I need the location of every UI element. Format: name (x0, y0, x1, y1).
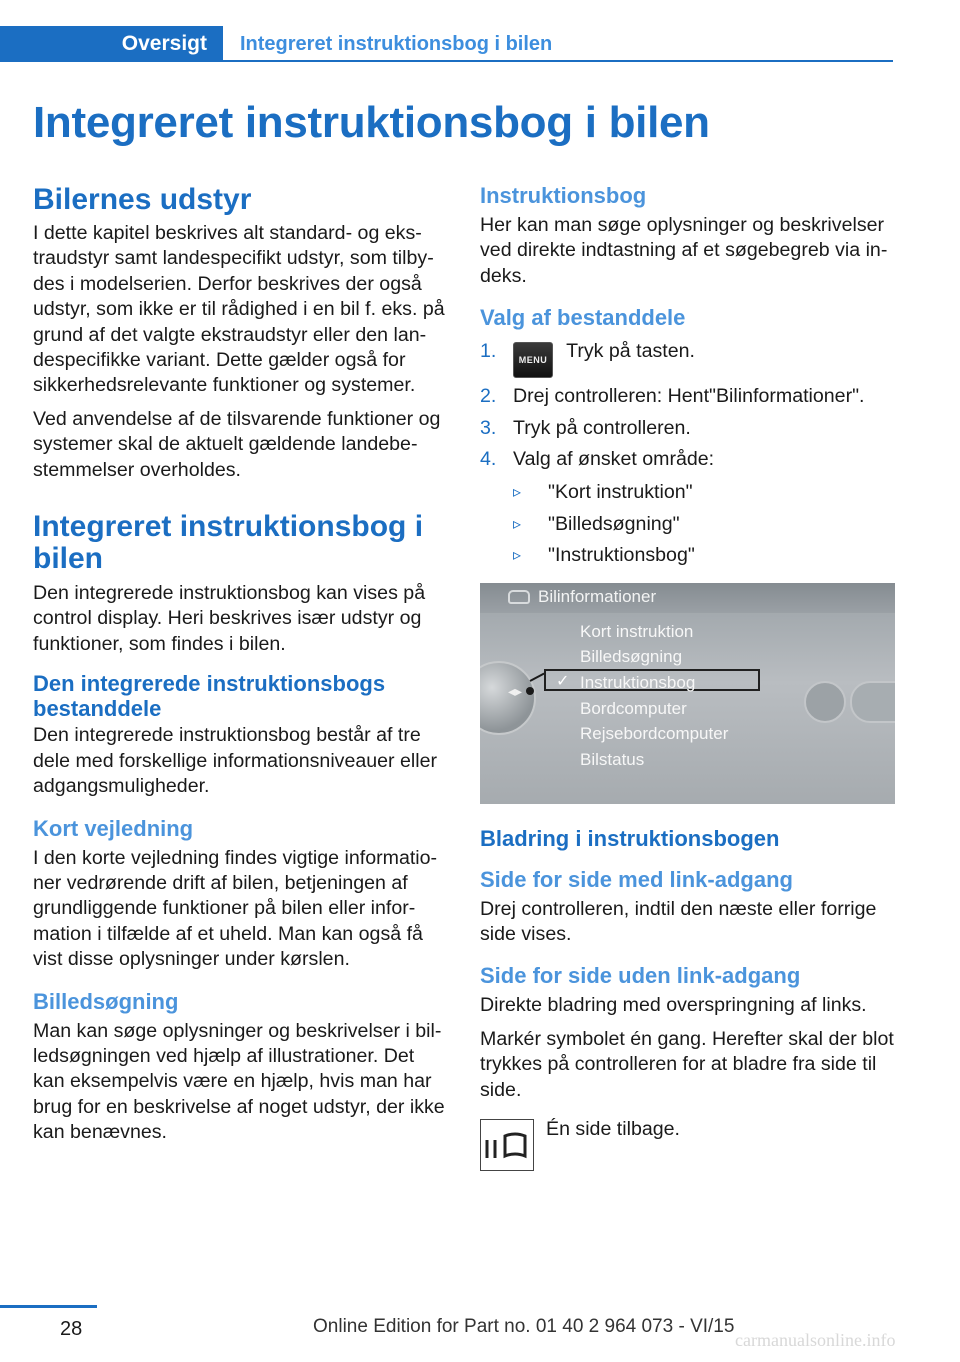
screen-menu (580, 619, 728, 773)
knob-arrows-icon: ◂▸ (508, 682, 523, 699)
sub-options-list (513, 480, 895, 568)
checkmark-icon: ✓ (556, 672, 570, 690)
screen-menu-item-selected: Instruktionsbog (580, 673, 696, 693)
screen-side-icon (804, 681, 846, 723)
right-column (480, 183, 895, 1177)
step-text: Tryk på tasten. (566, 340, 695, 363)
step-text: Drej controlleren: Hent"Bilinformationer". (513, 385, 865, 408)
triangle-bullet-icon: ▹ (513, 484, 522, 502)
step-number: 2. (480, 385, 497, 408)
heading-bladring: Bladring i instruktionsbogen (480, 825, 780, 851)
heading-integreret: Integreret instruktionsbog i bilen (33, 510, 424, 576)
screen-menu-item: Rejsebordcomputer (580, 724, 729, 744)
step-text: Tryk på controlleren. (513, 416, 691, 439)
step-number: 3. (480, 416, 497, 439)
heading-bilernes-udstyr: Bilernes udstyr (33, 183, 252, 216)
step-4 (480, 447, 895, 569)
paragraph-uden-link-1: Direkte bladring med overspringning af links. (480, 994, 867, 1017)
triangle-bullet-icon: ▹ (513, 515, 522, 533)
left-column (33, 183, 448, 1154)
paragraph-udstyr-2: Ved anvendelse af de tilsvarende funktioner og systemer skal de aktuelt gældende landebe-stemmelser overholdes. (33, 407, 441, 481)
book-back-icon (480, 1119, 534, 1171)
heading-kort-vejledning: Kort vejledning (33, 815, 194, 841)
page-title: Integreret instruktionsbog i bilen (33, 98, 710, 147)
screen-menu-item: Kort instruktion (580, 621, 694, 641)
back-symbol-text: Én side tilbage. (546, 1118, 680, 1141)
watermark: carmanualsonline.info (735, 1330, 896, 1350)
sub-option: ▹ "Kort instruktion" (513, 480, 895, 505)
section-title: Integreret instruktionsbog i bilen (240, 33, 553, 55)
heading-med-link: Side for side med link-adgang (480, 866, 793, 892)
sub-option: ▹ "Billedsøgning" (513, 512, 895, 537)
running-header (0, 26, 893, 62)
paragraph-kort-vejledning: I den korte vejledning findes vigtige informatio-ner vedrørende drift af bilen, betjeningen af grundliggende funktioner på bilen eller infor-mation i tilfælde af et uheld. Man kan også få vist disse oplysninger under kørslen. (33, 846, 438, 971)
step-number: 4. (480, 448, 497, 471)
screen-menu-item: Bilstatus (580, 750, 645, 770)
menu-button-icon: MENU (513, 342, 553, 378)
paragraph-billedsogning: Man kan søge oplysninger og beskrivelser i bil-ledsøgningen ved hjælp af illustrationer. Det kan eksempelvis være en hjælp, hvis man har brug for en beskrivelse af noget udstyr, der ikke kan benævnes. (33, 1019, 445, 1144)
chapter-tab: Oversigt (0, 26, 223, 62)
paragraph-med-link: Drej controlleren, indtil den næste eller forrige side vises. (480, 897, 877, 946)
heading-instruktionsbog: Instruktionsbog (480, 183, 647, 208)
back-symbol-row (480, 1117, 895, 1177)
paragraph-integreret: Den integrerede instruktionsbog kan vises på control display. Heri beskrives især udstyr og funktioner, som findes i bilen. (33, 582, 426, 655)
step-3 (480, 416, 895, 441)
step-number: 1. (480, 340, 497, 363)
paragraph-bestanddele: Den integrerede instruktionsbog består af tre dele med forskellige informationsniveauer eller adgangsmuligheder. (33, 724, 438, 798)
header-rule (223, 60, 893, 62)
steps-list (480, 339, 895, 568)
pointer-dot (526, 687, 534, 695)
screen-menu-item: Billedsøgning (580, 647, 683, 667)
heading-valg: Valg af bestanddele (480, 305, 686, 331)
screen-title: Bilinformationer (538, 586, 657, 606)
page-number: 28 (60, 1318, 83, 1340)
screen-menu-item: Bordcomputer (580, 698, 687, 718)
screen-side-icon (850, 681, 895, 723)
edition-footer: Online Edition for Part no. 01 40 2 964 073 - VI/15 (313, 1316, 735, 1337)
heading-billedsogning: Billedsøgning (33, 988, 179, 1014)
step-text: Valg af ønsket område: (513, 448, 715, 471)
step-1 (480, 339, 895, 378)
heading-bestanddele: Den integrerede instruktionsbogs bestanddele (33, 671, 386, 722)
page-number-rule (0, 1305, 97, 1308)
control-display-screenshot (480, 583, 895, 804)
paragraph-instruktionsbog: Her kan man søge oplysninger og beskrivelser ved direkte indtastning af et søgebegreb via in-deks. (480, 214, 888, 287)
step-2 (480, 384, 895, 409)
heading-uden-link: Side for side uden link-adgang (480, 963, 801, 989)
sub-option: ▹ "Instruktionsbog" (513, 543, 895, 568)
car-icon (508, 590, 530, 604)
triangle-bullet-icon: ▹ (513, 547, 522, 565)
paragraph-uden-link-2: Markér symbolet én gang. Herefter skal der blot trykkes på controlleren for at bladre fra side til side. (480, 1027, 894, 1101)
pointer-line (530, 672, 545, 681)
paragraph-udstyr-1: I dette kapitel beskrives alt standard- og eks-traudstyr samt landespecifikt udstyr, som tilby-des i modelserien. Derfor beskrives der også udstyr, som ikke er til rådighed i en bil f. eks. på grund af det valgte ekstraudstyr eller den lan-despecifikke variant. Dette gælder også for sikkerhedsrelevante funktioner og systemer. (33, 222, 445, 397)
